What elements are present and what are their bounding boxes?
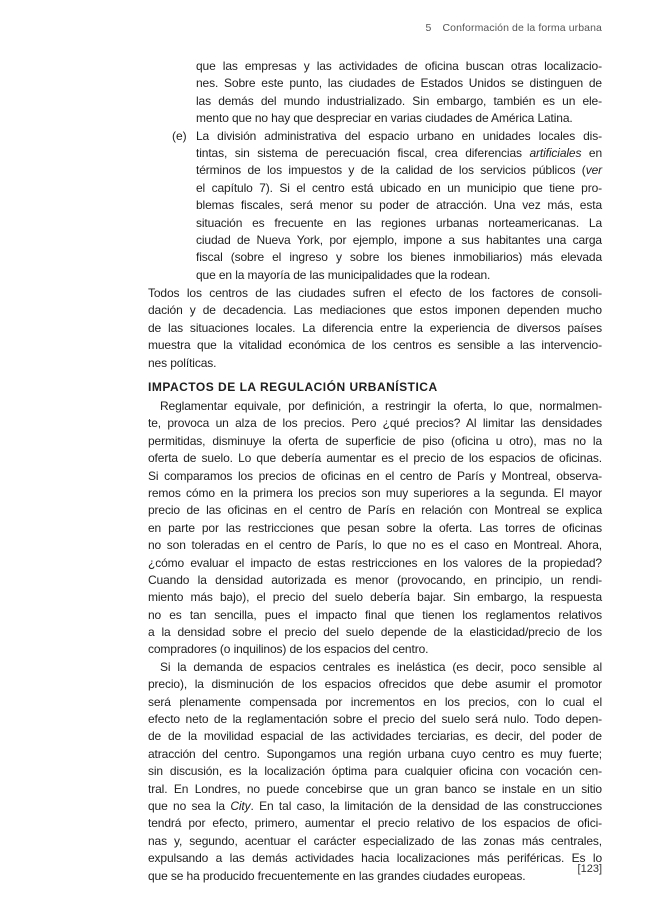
text-line: será plenamente compensada por incrementos en los precios, con lo cual el — [148, 694, 602, 709]
text-line: el capítulo 7). Si el centro está ubicado en un municipio que tiene pro- — [196, 180, 602, 195]
text-line: tendrá por efecto, primero, aumentar el precio relativo de los espacios de ofici- — [148, 816, 602, 831]
text-line: Si la demanda de espacios centrales es inelástica (es decir, poco sensible al — [160, 659, 602, 674]
text-line: mento que no hay que despreciar en varias ciudades de América Latina. — [196, 111, 573, 126]
page-number: [123] — [577, 863, 602, 875]
text-line: dación y de decadencia. Las mediaciones que estos imponen dependen mucho — [148, 303, 602, 318]
text-line: nas y, segundo, acentuar el carácter especializado de las zonas más centrales, — [148, 833, 602, 848]
text-line: te, provoca un alza de los precios. Pero ¿qué precios? Al limitar las densidades — [148, 416, 602, 431]
text-line: remos cómo en la primera los precios son muy superiores a la segunda. El mayor — [148, 485, 602, 500]
text-line: no son toleradas en el centro de París, lo que no es el caso en Montreal. Ahora, — [148, 538, 602, 553]
text-line: no es tan sencilla, pues el impacto final que tienen los reglamentos relativos — [148, 607, 602, 622]
text-line: que se ha producido frecuentemente en las grandes ciudades europeas. — [148, 868, 526, 883]
paragraph — [148, 285, 602, 372]
text-line: muestra que la vitalidad económica de los centros es sensible a las intervencio- — [148, 338, 602, 353]
text-line: precio), la disminución de los espacios ofrecidos que debe asumir el promotor — [148, 677, 602, 692]
text-line: expulsando a las demás actividades hacia localizaciones más periféricas. Es lo — [148, 851, 602, 866]
text-line: compradores (o inquilinos) de los espacios del centro. — [148, 642, 429, 657]
text-line: en parte por las restricciones que pesan sobre la oferta. Las torres de oficinas — [148, 520, 602, 535]
text-line: tral. En Londres, no puede concebirse que un gran banco se instale en un sitio — [148, 781, 602, 796]
text-line: miento más bajo), el precio del suelo debería bajar. Sin embargo, la respuesta — [148, 590, 602, 605]
text-line: tintas, sin sistema de perecuación fiscal, crea diferencias artificiales en — [196, 145, 602, 160]
text-line: ciudad de Nueva York, por ejemplo, impone a sus habitantes una carga — [196, 232, 602, 247]
list-item-marker: (e) — [172, 128, 187, 143]
text-line: precio de las oficinas en el centro de París en relación con Montreal se explica — [148, 503, 602, 518]
text-line: Cuando la densidad autorizada es menor (provocando, en principio, un rendi- — [148, 572, 602, 587]
text-line: La división administrativa del espacio urbano en unidades locales dis- — [196, 128, 602, 143]
text-line: las demás del mundo industrializado. Sin embargo, también es un ele- — [196, 93, 602, 108]
running-header — [425, 22, 602, 34]
text-line: efecto neto de la reglamentación sobre el precio del suelo será nulo. Todo depen- — [148, 712, 602, 727]
text-line: sin discusión, es la localización óptima para cualquier oficina con vocación cen- — [148, 764, 602, 779]
paragraph — [148, 398, 602, 885]
text-line: de de la movilidad espacial de las actividades terciarias, es decir, del poder de — [148, 729, 602, 744]
text-line: situación es frecuente en las regiones urbanas norteamericanas. La — [196, 215, 602, 230]
section-heading: IMPACTOS DE LA REGULACIÓN URBANÍSTICA — [148, 380, 438, 394]
text-line: atracción del centro. Supongamos una región urbana cuyo centro es muy fuerte; — [148, 746, 602, 761]
text-line: fiscal (sobre el ingreso y sobre los bienes inmobiliarios) más elevada — [196, 250, 602, 265]
text-line: Todos los centros de las ciudades sufren el efecto de los factores de consoli- — [148, 286, 602, 300]
text-line: que las empresas y las actividades de oficina buscan otras localizacio- — [196, 59, 602, 73]
text-line: oferta de suelo. Lo que debería aumentar es el precio de los espacios de oficinas. — [148, 451, 602, 466]
text-line: ¿cómo evaluar el impacto de estas restricciones en los valores de la propiedad? — [148, 555, 602, 570]
text-line: nes. Sobre este punto, las ciudades de Estados Unidos se distinguen de — [196, 76, 602, 91]
list-item-text — [196, 58, 602, 284]
text-line: que no sea la City. En tal caso, la limitación de la densidad de las construcciones — [148, 798, 602, 813]
chapter-number: 5 — [425, 22, 432, 34]
text-line: blemas fiscales, será menor su poder de atracción. Una vez más, esta — [196, 198, 602, 213]
text-line: Si comparamos los precios de oficinas en el centro de París y Montreal, observa- — [148, 468, 602, 483]
text-line: de las situaciones locales. La diferencia entre la experiencia de diversos países — [148, 320, 602, 335]
chapter-title: Conformación de la forma urbana — [442, 22, 602, 34]
text-line: a la densidad sobre el precio del suelo depende de la elasticidad/precio de los — [148, 625, 602, 640]
text-line: Reglamentar equivale, por definición, a restringir la oferta, lo que, normalmen- — [160, 399, 602, 413]
text-line: términos de los impuestos y de la calidad de los servicios públicos (ver — [196, 163, 602, 178]
text-line: que en la mayoría de las municipalidades que la rodean. — [196, 267, 491, 282]
text-line: permitidas, disminuye la oferta de superficie de piso (oficina u otro), mas no la — [148, 433, 602, 448]
text-line: nes políticas. — [148, 355, 217, 370]
